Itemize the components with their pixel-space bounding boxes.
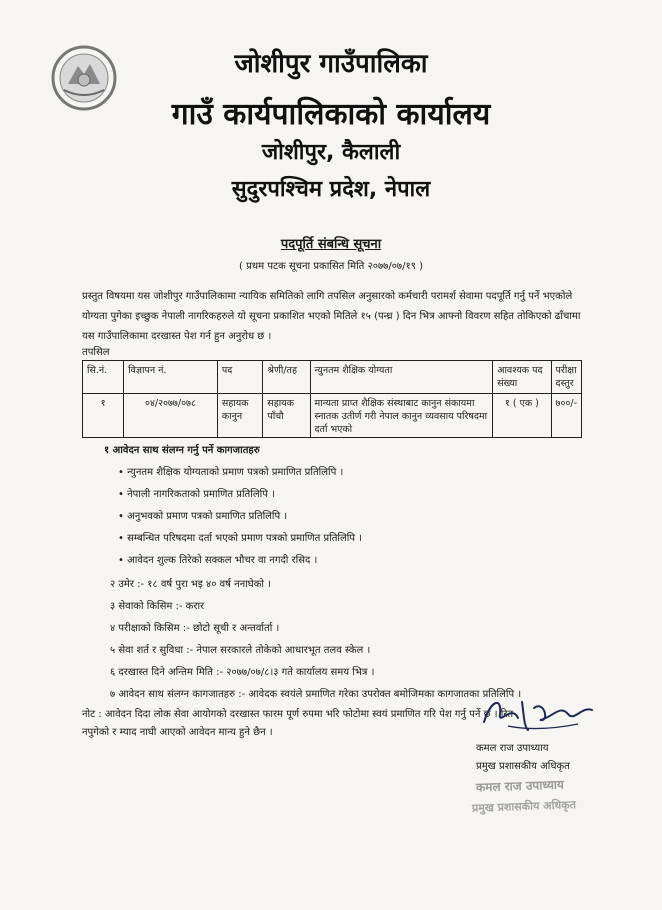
municipality-name: जोशीपुर गाउँपालिका [234, 49, 428, 79]
cell-qualification: मान्यता प्राप्त शैक्षिक संस्थाबाट कानुन संकायमा स्नातक उतीर्ण गरी नेपाल कानुन व्यवसाय परिषदमा दर्ता भएको [310, 394, 493, 438]
point-exam-type: ४ परीक्षाको किसिम :- छोटो सूची र अन्तर्वार्ता । [110, 623, 280, 634]
signatory-name: कमल राज उपाध्याय [476, 743, 549, 754]
vacancy-table [82, 360, 582, 438]
col-header: सि.नं. [83, 361, 124, 394]
cell-serial: १ [83, 394, 124, 438]
point-documents: ७ आवेदन साथ संलग्न कागजातहरु :- आवेदक स्वयंले प्रमाणित गरेका उपरोक्त बमोजिमका कागजातका प्रतिलिपि । [110, 689, 522, 700]
table-header-row [83, 361, 582, 394]
stamp-title: प्रमुख प्रशासकीय अधिकृत [471, 798, 577, 815]
table-row [83, 394, 582, 438]
cell-grade: सहायक पाँचौ [263, 394, 310, 438]
stamp-name: कमल राज उपाध्याय [475, 777, 565, 795]
col-header: आवश्यक पद संख्या [493, 361, 551, 394]
col-header: विज्ञापन नं. [124, 361, 218, 394]
col-header: परीक्षा दस्तुर [551, 361, 581, 394]
cell-post: सहायक कानुन [217, 394, 262, 438]
cell-advertisement-no: ०४/२०७७/०७८ [124, 394, 218, 438]
point-salary: ५ सेवा शर्त र सुविधा :- नेपाल सरकारले तोकेको आधारभूत तलव स्केल । [110, 645, 371, 656]
list-item: • न्युनतम शैक्षिक योग्यताको प्रमाण पत्रको प्रमाणित प्रतिलिपि । [118, 467, 344, 478]
office-name: गाउँ कार्यपालिकाको कार्यालय [171, 97, 491, 132]
point-deadline: ६ दरखास्त दिने अन्तिम मिति :- २०७७/०७/८।३ गते कार्यालय समय भित्र । [110, 667, 375, 678]
notice-body: प्रस्तुत विषयमा यस जोशीपुर गाउँपालिकामा न्यायिक समितिको लागि तपसिल अनुसारको कर्मचारी परामर्श सेवामा पदपूर्ति गर्नु पर्ने भएकोले योग्यता पुगेका इच्छुक नेपाली नागरिकहरुले यो सूचना प्रकाशित भएको मितिले १५ (पन्ध्र ) दिन भित्र आफ्नो विवरण सहित तोकिएको ढाँचामा यस गाउँपालिकामा दरखास्त पेश गर्न हुन अनुरोध छ । [82, 291, 581, 342]
list-item: • अनुभवको प्रमाण पत्रको प्रमाणित प्रतिलिपि । [118, 511, 288, 522]
note-line-2: नपुगेको र म्याद नाघी आएको आवेदन मान्य हुने छैन । [82, 727, 273, 738]
requirements-heading: १ आवेदन साथ संलग्न गर्नु पर्ने कागजातहरु [104, 445, 260, 456]
office-location: जोशीपुर, कैलाली [261, 140, 401, 165]
col-header: न्युनतम शैक्षिक योग्यता [310, 361, 493, 394]
col-header: पद [217, 361, 262, 394]
tapasil-label: तपसिल [82, 347, 110, 358]
list-item: • आवेदन शुल्क तिरेको सक्कल भौचर वा नगदी रसिद । [118, 555, 318, 566]
cell-count: १ ( एक ) [493, 394, 551, 438]
point-age: २ उमेर :- १८ वर्ष पुरा भइ ४० वर्ष ननाघेको । [110, 579, 271, 590]
note-line-1: नोट : आवेदन दिदा लोक सेवा आयोगको दरखास्त फारम पूर्ण रुपमा भरि फोटोमा स्वयं प्रमाणित गरि पेश गर्नु पर्ने छ । रित [82, 709, 514, 720]
cell-fee: ७००/- [551, 394, 581, 438]
col-header: श्रेणी/तह [263, 361, 310, 394]
list-item: • नेपाली नागरिकताको प्रमाणित प्रतिलिपि । [118, 489, 275, 500]
signatory-title: प्रमुख प्रशासकीय अधिकृत [476, 761, 570, 772]
handwritten-signature-icon [478, 692, 596, 734]
notice-subtitle: ( प्रथम पटक सूचना प्रकासित मिति २०७७/०७/१९ ) [239, 261, 423, 272]
province-country: सुदुरपश्चिम प्रदेश, नेपाल [231, 177, 431, 202]
point-service-type: ३ सेवाको किसिम :- करार [110, 601, 205, 612]
list-item: • सम्बन्धित परिषदमा दर्ता भएको प्रमाण पत्रको प्रमाणित प्रतिलिपि । [118, 533, 363, 544]
notice-title: पदपूर्ति संबन्धि सूचना [280, 237, 382, 252]
